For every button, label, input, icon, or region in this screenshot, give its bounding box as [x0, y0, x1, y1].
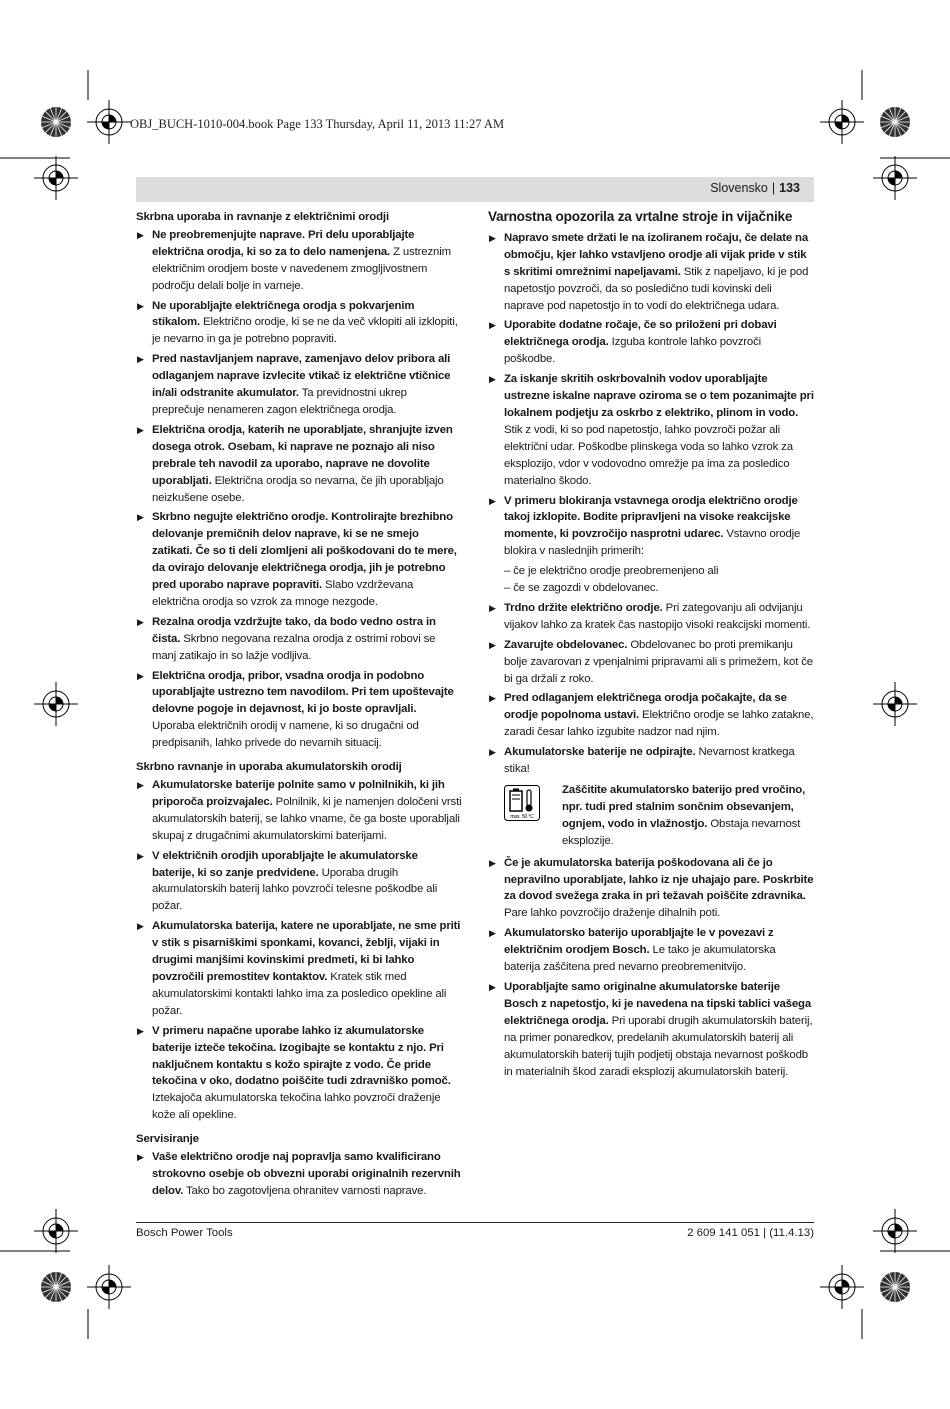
item-bold-text: Akumulatorska baterija, katere ne uporabljate, ne sme priti v stik s pisarniškimi sponkami, kovanci, žeblji, vijaki in drugimi manjšimi kovinskimi predmeti, ki bi lahko povzročili premostitev kontaktov. [152, 920, 461, 983]
list-item [488, 493, 814, 561]
item-bold-text: Napravo smete držati le na izoliranem ročaju, če delate na območju, kjer lahko vstavljeno orodje ali vijak pride v stik s skritimi omrežnimi napeljavami. [504, 231, 809, 278]
item-text: Vstavno orodje blokira v naslednjih primerih: [504, 528, 801, 558]
item-text: Z ustreznim električnim orodjem boste v navedenem zmogljivostnem področju delali bolje in varneje. [152, 245, 451, 292]
item-text: Skrbno negovana rezalna orodja z ostrimi robovi se manj zatikajo in so lažje vodljiva. [152, 632, 436, 662]
item-text: Električna orodja so nevarna, če jih uporabljajo neizkušene osebe. [152, 474, 444, 504]
footer-rule [136, 1222, 814, 1223]
item-bold-text: Vaše električno orodje naj popravlja samo kvalificirano strokovno osebje ob obvezni uporabi originalnih rezervnih delov. [152, 1151, 461, 1197]
list-item [488, 855, 814, 923]
list-item [136, 1149, 462, 1200]
item-bold-text: V primeru blokiranja vstavnega orodja električno orodje takoj izklopite. Bodite pripravljeni na visoke reakcijske momente, ki povzročijo nasprotni udarec. [504, 494, 798, 541]
item-bold-text: Akumulatorsko baterijo uporabljajte le v povezavi z električnim orodjem Bosch. [504, 927, 774, 957]
list-item [136, 848, 462, 916]
bullet-triangle-icon: ▶ [489, 602, 496, 613]
bullet-triangle-icon: ▶ [137, 354, 144, 365]
list-item [136, 227, 462, 295]
left-column [136, 209, 462, 1203]
item-bold-text: Skrbno negujte električno orodje. Kontrolirajte brezhibno delovanje premičnih delov naprave, ki se ne smejo zatikati. Če so ti deli zlomljeni ali poškodovani do te mere, da ovirajo delovanje električnega orodja, jih je potrebno pred uporabo naprave popraviti. [152, 511, 457, 592]
bullet-triangle-icon: ▶ [489, 747, 496, 758]
item-bold-text: Akumulatorske baterije polnite samo v polnilnikih, ki jih priporoča proizvajalec. [152, 779, 445, 808]
list-item [136, 1023, 462, 1124]
item-bold-text: Za iskanje skritih oskrbovalnih vodov uporabljajte ustrezne iskalne naprave oziroma se o tem pozanimajte pri lokalnem podjetju za oskrbo z elektriko, plinom in vodo. [504, 373, 814, 419]
item-bold-text: V primeru napačne uporabe lahko iz akumulatorske baterije izteče tekočina. Izogibajte se kontaktu z njo. Pri naključnem kontaktu s kožo spirajte z vodo. Če pride tekočina v oko, dodatno poiščite tudi zdravniško pomoč. [152, 1024, 451, 1088]
item-bold-text: V električnih orodjih uporabljajte le akumulatorske baterije, ki so zanje predvidene. [152, 849, 418, 879]
section-heading: Skrbna uporaba in ravnanje z električnimi orodji [136, 211, 389, 223]
right-column [488, 209, 814, 1083]
bullet-triangle-icon: ▶ [489, 639, 496, 650]
footer-brand: Bosch Power Tools [136, 1227, 233, 1239]
icon-label: max. 50 °C [510, 814, 534, 820]
item-bold-text: Zavarujte obdelovanec. [504, 638, 628, 651]
bullet-triangle-icon: ▶ [137, 670, 144, 681]
bullet-triangle-icon: ▶ [489, 857, 496, 868]
item-bold-text: Če je akumulatorska baterija poškodovana ali če jo nepravilno uporabljate, lahko iz nje uhajajo pare. Poskrbite za dovod svežega zraka in pri težavah poiščite zdravnika. [504, 856, 814, 903]
battery-heat-warning [504, 782, 814, 850]
list-item [136, 298, 462, 349]
item-text: Slabo vzdrževana električna orodja so vzrok za mnoge nezgode. [152, 579, 414, 608]
item-bold-text: Trdno držite električno orodje. [504, 601, 663, 614]
page-header-bar [136, 177, 814, 202]
header-language: Slovensko [710, 181, 768, 195]
list-item [488, 744, 814, 778]
item-text: Stik z vodi, ki so pod napetostjo, lahko povzroči požar ali električni udar. Poškodbe plinskega voda so lahko vzrok za eksplozijo, vdor v vodovodno omrežje pa ima za posledico materialno škodo. [504, 423, 793, 487]
bullet-triangle-icon: ▶ [489, 928, 496, 939]
battery-temperature-icon [504, 785, 540, 821]
item-text: Električno orodje se lahko zataknе, zaradi česar lahko izgubite nadzor nad njim. [504, 709, 814, 739]
item-text: Ta previdnostni ukrep preprečuje nenameren zagon električnega orodja. [152, 387, 407, 416]
section-heading: Skrbno ravnanje in uporaba akumulatorskih orodij [136, 761, 402, 774]
item-bold-text: Ne uporabljajte električnega orodja s pokvarjenim stikalom. [152, 299, 415, 329]
section-heading: Servisiranje [136, 1133, 199, 1146]
bullet-list [488, 855, 814, 1081]
item-bold-text: Električna orodja, katerih ne uporabljate, shranjujte izven dosega otrok. Osebam, ki naprave ne poznajo ali niso prebrale teh navodil za uporabo, naprave ne dovolite uporabljati. [152, 423, 453, 487]
list-item [488, 690, 814, 741]
bullet-list [136, 227, 462, 752]
item-text: Izguba kontrole lahko povzroči poškodbe. [504, 336, 762, 366]
item-bold-text: Uporabite dodatne ročaje, če so priloženi pri dobavi električnega orodja. [504, 319, 777, 349]
list-item [488, 371, 814, 489]
bullet-triangle-icon: ▶ [489, 693, 496, 704]
list-item [488, 925, 814, 976]
list-dash-item: – če se zagozdi v obdelovanec. [504, 582, 659, 595]
bullet-triangle-icon: ▶ [137, 850, 144, 861]
list-item [136, 777, 462, 845]
footer-doc-number: 2 609 141 051 | (11.4.13) [687, 1227, 814, 1239]
bullet-triangle-icon: ▶ [489, 232, 496, 243]
item-bold-text: Električna orodja, pribor, vsadna orodja in podobno uporabljajte ustrezno tem navodilom. Pri tem upoštevajte delovne pogoje in dejavnost, ki jo boste opravljali. [152, 669, 454, 716]
item-text: Pri uporabi drugih akumulatorskih baterij, na primer ponaredkov, predelanih akumulatorskih baterij ali akumulatorskih baterij tujih podjetij obstaja nevarnost poškodb in materialnih škod zaradi eksplozij akumulatorskih baterij. [504, 1014, 813, 1078]
item-text: Pri zategovanju ali odvijanju vijakov lahko za kratek čas nastopijo visoki reakcijski momenti. [504, 601, 811, 631]
item-text: Le tako je akumulatorska baterija zaščitena pred nevarno preobremenitvijo. [504, 944, 776, 974]
list-dash-item: – če je električno orodje preobremenjeno ali [504, 565, 719, 578]
item-text: Polnilnik, ki je namenjen določeni vrsti akumulatorskih baterij, se lahko vname, če ga boste uporabljali skupaj z drugačnimi akumulatorskimi baterijami. [152, 795, 462, 842]
item-bold-text: Ne preobremenjujte naprave. Pri delu uporabljajte električna orodja, ki so za to delo namenjena. [152, 228, 415, 258]
list-item [136, 351, 462, 419]
list-item [488, 637, 814, 688]
item-text: Iztekajoča akumulatorska tekočina lahko povzroči draženje kože ali opekline. [152, 1092, 441, 1122]
page-header: Slovensko | 133 [710, 181, 800, 195]
item-text: Uporaba električnih orodij v namene, ki so drugačni od predpisanih, lahko privede do nevarnih situacij. [152, 720, 419, 750]
bullet-triangle-icon: ▶ [137, 780, 144, 790]
item-text: Uporaba drugih akumulatorskih baterij lahko povzroči telesne poškodbe ali požar. [152, 866, 438, 913]
bullet-triangle-icon: ▶ [137, 1025, 144, 1036]
file-info-line: OBJ_BUCH-1010-004.book Page 133 Thursday, April 11, 2013 11:27 AM [130, 117, 505, 131]
bullet-triangle-icon: ▶ [137, 616, 144, 627]
item-bold-text: Pred nastavljanjem naprave, zamenjavo delov pribora ali odlaganjem naprave izvlecite vtikač iz električne vtičnice in/ali odstranite akumulator. [152, 353, 451, 400]
warning-text: Obstaja nevarnost eksplozije. [562, 817, 801, 847]
item-text: Nevarnost kratkega stika! [504, 746, 795, 776]
item-text: Obdelovanec bo proti premikanju bolje zavarovan z vpenjalnimi pripravami ali s primežem, kot če bi ga držali z roko. [504, 638, 813, 685]
bullet-triangle-icon: ▶ [137, 512, 144, 523]
bullet-list [488, 230, 814, 560]
bullet-triangle-icon: ▶ [489, 981, 496, 992]
list-item [488, 317, 814, 368]
bullet-triangle-icon: ▶ [137, 300, 144, 311]
page-number: 133 [779, 181, 800, 195]
bullet-triangle-icon: ▶ [137, 921, 144, 932]
list-item [488, 600, 814, 634]
section-title: Varnostna opozorila za vrtalne stroje in vijačnike [488, 209, 793, 224]
list-item [136, 509, 462, 610]
bullet-list [136, 777, 462, 1124]
list-item [488, 979, 814, 1080]
bullet-list [488, 600, 814, 778]
bullet-triangle-icon: ▶ [489, 495, 496, 506]
item-text: Stik z napeljavo, ki je pod napetostjo povzroči, da so posledično tudi kovinski deli naprave pod napetostjo in to vodi do električnega udara. [504, 265, 809, 312]
bullet-triangle-icon: ▶ [137, 1152, 144, 1163]
item-bold-text: Pred odlaganjem električnega orodja počakajte, da se orodje popolnoma ustavi. [504, 692, 787, 722]
bullet-triangle-icon: ▶ [137, 229, 144, 240]
item-text: Električno orodje, ki se ne da več vklopiti ali izklopiti, je nevarno in ga je potrebno popraviti. [152, 316, 458, 346]
bullet-list [136, 1149, 462, 1200]
warning-bold-text: Zaščitite akumulatorsko baterijo pred vročino, npr. tudi pred stalnim sončnim obsevanjem, ognjem, vodo in vlažnostjo. [562, 784, 806, 830]
list-item [136, 918, 462, 1019]
bullet-triangle-icon: ▶ [489, 320, 496, 331]
list-item [136, 614, 462, 665]
item-text: Kratek stik med akumulatorskimi kontakti lahko ima za posledico opekline ali požar. [152, 970, 447, 1017]
item-bold-text: Rezalna orodja vzdržujte tako, da bodo vedno ostra in čista. [152, 615, 436, 645]
item-text: Tako bo zagotovljena ohranitev varnosti naprave. [183, 1184, 427, 1197]
list-item [488, 230, 814, 315]
list-item [136, 422, 462, 507]
list-item [136, 668, 462, 753]
bullet-triangle-icon: ▶ [137, 424, 144, 435]
item-text: Pare lahko povzročijo draženje dihalnih poti. [504, 907, 721, 920]
item-bold-text: Akumulatorske baterije ne odpirajte. [504, 746, 696, 759]
item-bold-text: Uporabljajte samo originalne akumulatorske baterije Bosch z napetostjo, ki je navedena na tipski tablici vašega električnega orodja. [504, 980, 812, 1027]
bullet-triangle-icon: ▶ [489, 374, 496, 385]
